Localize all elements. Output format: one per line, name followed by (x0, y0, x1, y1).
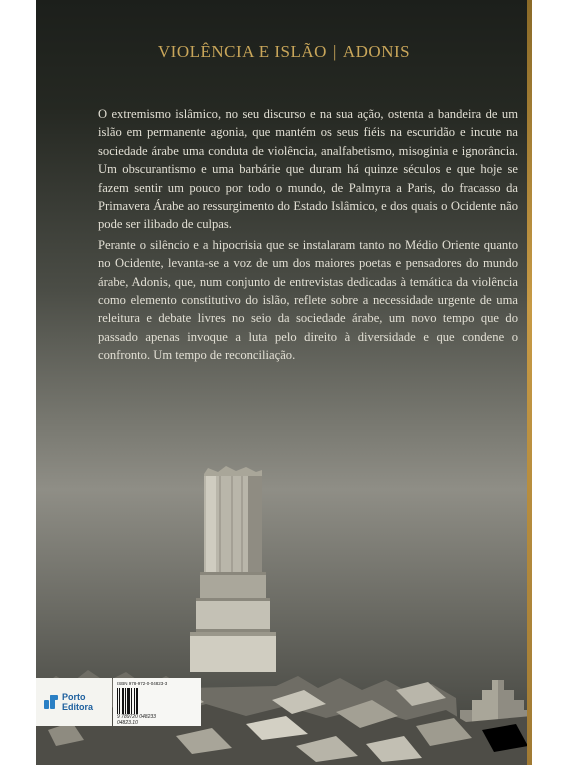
ancient-column (190, 466, 276, 672)
publisher-mark-icon (44, 695, 58, 709)
publisher-name-line1: Porto (62, 692, 86, 702)
book-title: VIOLÊNCIA E ISLÃO (157, 42, 327, 61)
publisher-name (62, 692, 93, 712)
title-separator: | (332, 42, 337, 61)
book-title-line (36, 42, 532, 62)
cover-spine-edge (527, 0, 532, 765)
blurb-paragraph-2: Perante o silêncio e a hipocrisia que se instalaram tanto no Médio Oriente quanto no Ocidente, levanta-se a voz de um dos maiores poetas e pensadores do mundo árabe, Adonis, que, num conjunto de entrevistas dedicadas à temática da violência como elemento constitutivo do islão, reflete sobre a necessidade urgente de uma releitura e debate livres no seio da sociedade árabe, um novo tempo que do passado apenas invoque a luta pelo direito à diversidade e que condene o confronto. Um tempo de reconciliação. (98, 237, 518, 363)
publisher-name-line2: Editora (62, 702, 94, 712)
barcode-digits: 9 789720 048233 (117, 714, 156, 720)
book-blurb (98, 105, 518, 367)
publisher-logo (36, 678, 112, 726)
isbn-label: ISBN 978-972-0-04823-3 (117, 681, 168, 686)
barcode-bars (117, 688, 197, 714)
isbn-barcode (113, 678, 201, 726)
book-back-cover (36, 0, 532, 765)
barcode-code: 04823.10 (117, 720, 138, 726)
blurb-paragraph-1: O extremismo islâmico, no seu discurso e na sua ação, ostenta a bandeira de um islão em permanente agonia, que mantém os seus fiéis na escuridão e incute na sociedade árabe uma conduta de violência, analfabetismo, misoginia e ignorância. Um obscurantismo e uma barbárie que duram há quinze séculos e que hoje se fazem sentir um pouco por todo o mundo, de Palmyra a Paris, do fracasso da Primavera Árabe ao ressurgimento do Estado Islâmico, e dos quais o Ocidente não pode ser ilibado de culpas. (98, 107, 518, 232)
book-author: ADONIS (342, 42, 411, 61)
